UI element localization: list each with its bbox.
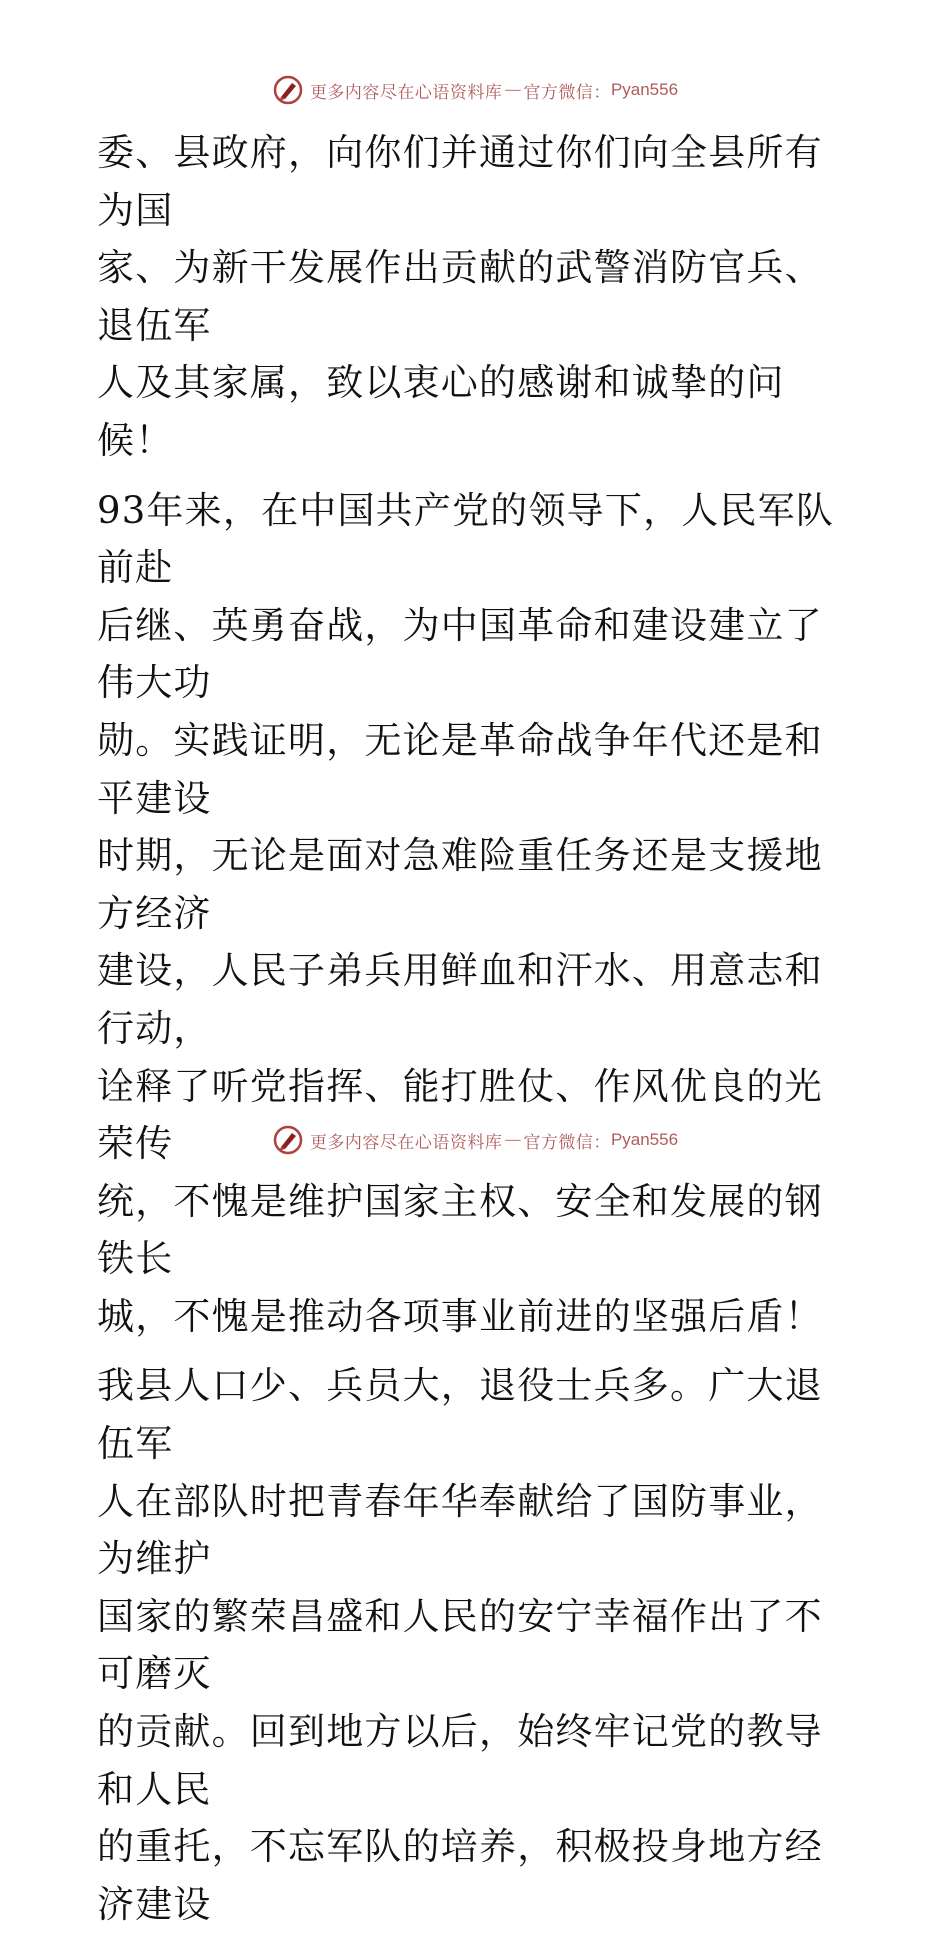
watermark-text: 更多内容尽在心语资料库 [309,1132,503,1153]
paragraph-2: 93年来，在中国共产党的领导下，人民军队前赴 后继、英勇奋战，为中国革命和建设建立了伟大功 勋。实践证明，无论是革命战争年代还是和平建设 时期，无论是面对急难险重任务还是支援地方经济 建设，人民子弟兵用鲜血和汗水、用意志和行动， 诠释了听党指挥、能打胜仗、作风优良的光荣传 统，不愧是维护国家主权、安全和发展的钢铁长 城，不愧是推动各项事业前进的坚强后盾！ [97,488,835,1338]
header-watermark [0,70,950,110]
watermark-separator: — [504,1130,522,1150]
pen-logo-icon [272,1124,304,1156]
paragraph-1: 委、县政府，向你们并通过你们向全县所有为国 家、为新干发展作出贡献的武警消防官兵、退伍军 人及其家属，致以衷心的感谢和诚挚的问候！ [97,131,823,462]
watermark-text: 更多内容尽在心语资料库 [309,82,503,103]
watermark-separator: — [504,80,522,100]
watermark-wechat-label: 官方微信： [523,82,611,103]
pen-logo-icon [272,74,304,106]
document-body [97,124,857,1933]
paragraph-3: 我县人口少、兵员大，退役士兵多。广大退伍军 人在部队时把青春年华奉献给了国防事业，为维护 国家的繁荣昌盛和人民的安宁幸福作出了不可磨灭 的贡献。回到地方以后，始终牢记党的教导和人民 的重托，不忘军队的培养，积极投身地方经济建设 [97,1364,823,1926]
watermark-wechat-id: Pyan556 [610,80,679,99]
watermark-wechat-label: 官方微信： [523,1132,611,1153]
footer-watermark [0,1120,950,1160]
watermark-wechat-id: Pyan556 [610,1130,679,1149]
